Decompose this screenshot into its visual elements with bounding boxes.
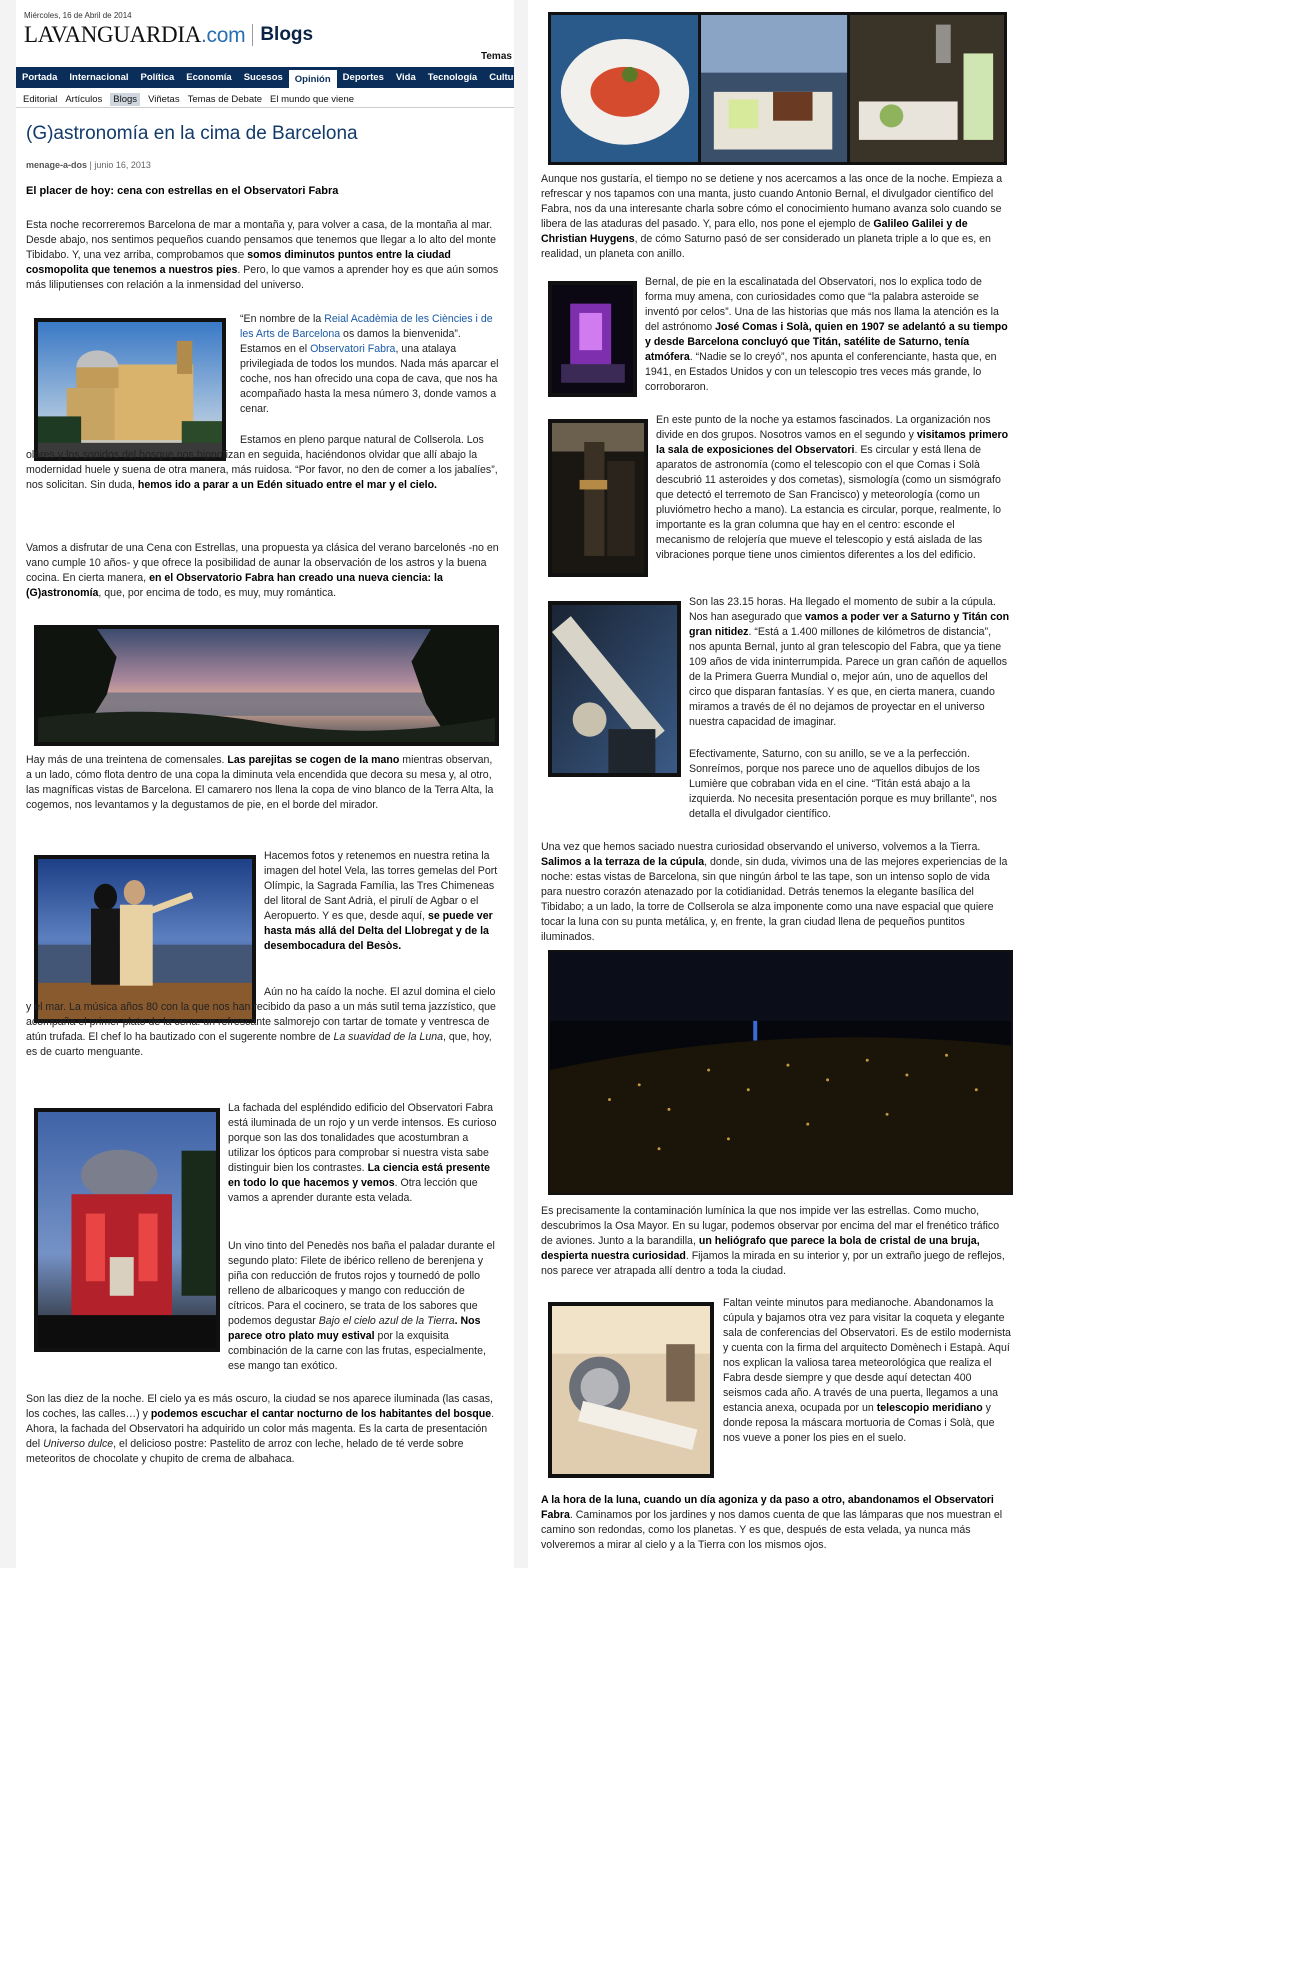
text-run: La fachada del espléndido edificio del Observatori Fabra está iluminada de un rojo y un verde intensos. Es curioso porque son las dos tonalidades que acostumbran a utilizar los ópticos para comprobar si nuestra vista sabe distinguir bien los contrastes. <box>228 1102 497 1174</box>
text-run: A la hora de la luna, cuando un día agoniza y da paso a otro, abandonamos el Observatori Fabra <box>541 1494 994 1521</box>
text-run: Es precisamente la contaminación lumínica la que nos impide ver las estrellas. Como mucho, descubrimos la Osa Mayor. En su lugar, podemos observar por encima del mar el frenético tráfico de aviones. Junto a la barandilla, <box>541 1205 1000 1247</box>
temas-link[interactable]: Temas <box>481 51 512 62</box>
nav-item-portada[interactable]: Portada <box>22 72 58 83</box>
nav-item-deportes[interactable]: Deportes <box>342 72 384 83</box>
link-observatori-fabra[interactable]: Observatori Fabra <box>310 343 396 355</box>
paragraph-fachada <box>228 1101 500 1206</box>
nav-item-cultura[interactable]: Cultu <box>489 72 514 83</box>
photo-dishes-triptych <box>548 12 1007 165</box>
nav-item-tecnologia[interactable]: Tecnología <box>427 72 478 83</box>
text-run: Vamos a disfrutar de una Cena con Estrellas, una propuesta ya clásica del verano barcelonés -no en vano cumple 10 años- y que ofrece la posibilidad de aunar la observación de los astros y la buena cocina. En cierta manera, <box>26 542 499 584</box>
text-run: Una vez que hemos saciado nuestra curiosidad observando el universo, volvemos a la Tierra. <box>541 841 981 853</box>
photo-barcelona-night <box>548 950 1013 1195</box>
text-run: Son las diez de la noche. El cielo ya es más oscuro, la ciudad se nos aparece iluminada (las casas, los coches, las calles…) y <box>26 1393 493 1420</box>
photo-red-facade <box>34 1108 220 1352</box>
text-run: La ciencia está presente en todo lo que hacemos y vemos <box>228 1162 491 1189</box>
paragraph-terraza <box>541 840 1011 945</box>
text-run: Galileo Galilei y de Christian Huygens <box>541 218 968 245</box>
photo-barcelona-panorama <box>34 625 499 746</box>
article-lead: El placer de hoy: cena con estrellas en el Observatori Fabra <box>26 185 339 197</box>
text-run: por la exquisita combinación de la carne con las frutas, especialmente, ese mango tan exótico. <box>228 1330 486 1372</box>
article-author[interactable]: menage-a-dos <box>26 160 88 170</box>
text-run: en el Observatorio Fabra han creado una nueva ciencia: la (G)astronomía <box>26 572 443 599</box>
text-run: . Es circular y está llena de aparatos de astronomía (como el telescopio con el que Comas i Solà descubrió 11 asteroides y dos cometas), sismología (como un sismógrafo que detectó el terremoto de San Francisco) y meteorología (como un pluviómetro hecho a mano). La estancia es circular, porque, realmente, lo importante es la gran columna que hay en el centro: esconde el mecanismo de relojería que mueve el telescopio y está aislada de las vibraciones porque tiene unos cimientos diferentes a los del edificio. <box>656 444 1002 561</box>
text-run: Aún no ha caído la noche. El azul domina el cielo y el mar. La música años 80 con la que nos han recibido da paso a un más sutil tema jazzístico, que acompaña el primer plato de la cena: un refrescante salmorejo con tartar de tomate y ventresca de atún trufada. El chef lo ha bautizado con el sugerente nombre de <box>26 986 496 1043</box>
paragraph-once-noche <box>541 172 1011 262</box>
text-run: . Otra lección que vamos a aprender durante esta velada. <box>228 1177 478 1204</box>
article-title: (G)astronomía en la cima de Barcelona <box>26 123 358 144</box>
subnav-item-articulos[interactable]: Artículos <box>65 94 103 105</box>
photo-meridian-telescope <box>548 1302 714 1478</box>
header-date: Miércoles, 16 de Abril de 2014 <box>24 11 132 20</box>
subnav-item-temas-debate[interactable]: Temas de Debate <box>187 94 263 105</box>
paragraph-welcome <box>240 312 502 417</box>
text-run: somos diminutos puntos entre la ciudad cosmopolita que tenemos a nuestros pies <box>26 249 451 276</box>
text-run: . Fijamos la mirada en su interior y, por un extraño juego de reflejos, nos parece ver atrapada allí dentro a toda la ciudad. <box>541 1250 1005 1277</box>
link-reial-academia[interactable]: Reial Acadèmia de les Ciències i de les Arts de Barcelona <box>240 313 493 340</box>
text-run: , el delicioso postre: Pastelito de arroz con leche, helado de té verde sobre meteoritos de chocolate y chupito de crema de albahaca. <box>26 1438 464 1465</box>
paragraph-fotos <box>264 849 500 954</box>
text-run: se puede ver hasta más allá del Delta del Llobregat y de la desembocadura del Besòs. <box>264 910 493 952</box>
text-run: mientras observan, a un lado, cómo flota dentro de una copa la diminuta vela encendida que decora su mesa y, al otro, las magníficas vistas de Barcelona. El camarero nos llena la copa de vino blanco de la Terra Alta, la cogemos, nos levantamos y la degustamos de pie, en el borde del mirador. <box>26 754 494 811</box>
text-run: Un vino tinto del Penedès nos baña el paladar durante el segundo plato: Filete de ibérico relleno de berenjena y piña con reducción de frutos rojos y tournedó de pollo relleno de albaricoques y mango con reducción de cítricos. Para el cocinero, se trata de los sabores que podemos degustar <box>228 1240 495 1327</box>
article-date: junio 16, 2013 <box>94 160 151 170</box>
photo-purple-stairs <box>548 281 637 397</box>
text-run: Hay más de una treintena de comensales. <box>26 754 228 766</box>
page-gutter-middle <box>514 0 528 1568</box>
paragraph-hora-luna <box>541 1493 1011 1553</box>
text-run: , donde, sin duda, vivimos una de las mejores experiencias de la noche: estas vistas de Barcelona, sin que ningún árbol te las tape, son un intenso soplo de vida para nuestro corazón atenazado por la cotidianidad. Detrás tenemos la elegante basílica del Tibidabo; a un lado, la torre de Collserola se alza imponente como una nave espacial que quiere tocar la luna con su punta metálica, y, en frente, la gran ciudad llena de pequeños puntitos iluminados. <box>541 856 1008 943</box>
text-run: , de cómo Saturno pasó de ser considerado un planeta triple a lo que es, en realidad, un planeta con anillo. <box>541 233 991 260</box>
text-run: Estamos en pleno parque natural de Collserola. Los olores y los sonidos del bosque nos hipnotizan en seguida, haciéndonos olvidar que allí abajo la modernidad huele y suena de otra manera, más ruidosa. “Por favor, no den de comer a los jabalíes”, nos solicitan. Sin duda, <box>26 434 498 491</box>
text-run: Faltan veinte minutos para medianoche. Abandonamos la cúpula y bajamos otra vez para visitar la coqueta y elegante sala de conferencias del Observatori. Es de estilo modernista y cuenta con la firma del arquitecto Domènech i Estapà. Aquí nos explican la valiosa tarea meteorológica que realiza el Fabra desde siempre y que desde aquí detectan 400 seismos cada año. A través de una puerta, llegamos a una estancia anexa, ocupada por un <box>723 1297 1011 1414</box>
text-run: Bajo el cielo azul de la Tierra <box>318 1315 455 1327</box>
text-run: , que, hoy, es de cuarto menguante. <box>26 1031 492 1058</box>
page-gutter-left <box>0 0 16 1568</box>
subnav-item-blogs[interactable]: Blogs <box>110 93 140 106</box>
paragraph-cena-estrellas <box>26 541 500 601</box>
nav-item-opinion[interactable]: Opinión <box>289 70 337 88</box>
text-run: Bernal, de pie en la escalinatada del Observatori, nos lo explica todo de forma muy amena, con curiosidades como que “la palabra asteroide se inventó por celos”. Una de las historias que más nos llama la atención es la del astrónomo <box>645 276 999 333</box>
paragraph-salmorejo <box>26 985 500 1060</box>
text-run: visitamos primero la sala de exposiciones del Observatori <box>656 429 1009 456</box>
text-run: Salimos a la terraza de la cúpula <box>541 856 705 868</box>
main-nav <box>16 67 514 88</box>
text-run: En este punto de la noche ya estamos fascinados. La organización nos divide en dos grupos. Nosotros vamos en el segundo y <box>656 414 991 441</box>
logo-domain: .com <box>201 24 246 47</box>
photo-exhibition-telescope <box>548 419 648 577</box>
nav-item-vida[interactable]: Vida <box>395 72 416 83</box>
text-run: . “Nadie se lo creyó”, nos apunta el conferenciante, hasta que, en 1941, en Estados Unidos y con un telescopio tres veces más grande, lo corroboraron. <box>645 351 997 393</box>
paragraph-exposiciones <box>656 413 1011 563</box>
text-run: . Nos parece otro plato muy estival <box>228 1315 481 1342</box>
text-run: y donde reposa la máscara mortuoria de Comas i Solà, que nos vueve a poner los pies en el suelo. <box>723 1402 995 1444</box>
paragraph-intro <box>26 218 500 293</box>
text-run: vamos a poder ver a Saturno y Titán con gran nitidez <box>689 611 1010 638</box>
text-run: . Caminamos por los jardines y nos damos cuenta de que las lámparas que nos muestran el camino son redondas, como los planetas. Y es que, después de esta velada, ya nunca más volveremos a mirar al cielo y a la Tierra con los mismos ojos. <box>541 1509 1003 1551</box>
paragraph-diez-noche <box>26 1392 500 1467</box>
subnav-item-editorial[interactable]: Editorial <box>23 94 58 105</box>
nav-item-politica[interactable]: Política <box>140 72 175 83</box>
subnav-item-mundo-que-viene[interactable]: El mundo que viene <box>270 94 355 105</box>
paragraph-efectivamente <box>689 747 1011 822</box>
text-run: Efectivamente, Saturno, con su anillo, se ve a la perfección. Sonreímos, porque nos parece uno de aquellos dibujos de los Lumière que cobraban vida en el cine. “Titán está abajo a la izquierda. No necesita presentación porque es muy brillante”, nos detalla el divulgador científico. <box>689 748 997 820</box>
text-run: Hacemos fotos y retenemos en nuestra retina la imagen del hotel Vela, las torres gemelas del Port Olímpic, la Sagrada Família, las Tres Chimeneas del litoral de Sant Adrià, el pirulí de Agbar o el Aeropuerto. Y es que, desde aquí, <box>264 850 498 922</box>
text-run: . Pero, lo que vamos a aprender hoy es que aún somos más liliputienses con relación a la inmensidad del universo. <box>26 264 499 291</box>
text-run: . “Está a 1.400 millones de kilómetros de distancia”, nos apunta Bernal, junto al gran telescopio del Fabra, que ya tiene 109 años de vida ininterrumpida. Parece un gran cañón de aquellos de la Primera Guerra Mundial o, mejor aún, uno de aquellos del circo que disparan fantasías. Y es que, en cierta manera, cuando miramos a través de él no dejamos de proyectar en el universo nuestra capacidad de imaginar. <box>689 626 1008 728</box>
photo-great-telescope <box>548 601 681 777</box>
text-run: La suavidad de la Luna <box>333 1031 443 1043</box>
article-meta: menage-a-dos | junio 16, 2013 <box>26 160 151 170</box>
nav-item-sucesos[interactable]: Sucesos <box>243 72 283 83</box>
text-run: Son las 23.15 horas. Ha llegado el momento de subir a la cúpula. Nos han asegurado que <box>689 596 996 623</box>
paragraph-contaminacion <box>541 1204 1011 1279</box>
site-header <box>24 22 313 48</box>
text-run: hemos ido a parar a un Edén situado entre el mar y el cielo. <box>137 479 437 491</box>
paragraph-bernal <box>645 275 1011 395</box>
text-run: Esta noche recorreremos Barcelona de mar a montaña y, para volver a casa, de la montaña al mar. Desde abajo, nos sentimos pequeños cuando pensamos que tenemos que llegar a lo alto del monte Tibidabo. Y, una vez arriba, comprobamos que <box>26 219 496 261</box>
text-run: Las parejitas se cogen de la mano <box>227 754 400 766</box>
text-run: . Ahora, la fachada del Observatori ha adquirido un color más magenta. Es la carta de presentación del <box>26 1408 495 1450</box>
text-run: telescopio meridiano <box>876 1402 983 1414</box>
text-run: José Comas i Solà, quien en 1907 se adelantó a su tiempo y desde Barcelona concluyó que Titán, satélite de Saturno, tenía atmófera <box>645 321 1008 363</box>
text-run: os damos la bienvenida”. Estamos en el <box>240 328 461 355</box>
text-run: “En nombre de la <box>240 313 325 325</box>
nav-item-internacional[interactable]: Internacional <box>69 72 129 83</box>
paragraph-saturno-titan <box>689 595 1011 730</box>
text-run: , una atalaya privilegiada de todos los mundos. Nada más aparcar el coche, nos han ofrecido una copa de cava, que nos ha acompañado hasta la mesa número 3, donde vamos a cenar. <box>240 343 499 415</box>
text-run: Universo dulce <box>43 1438 114 1450</box>
left-column <box>16 0 514 1568</box>
paragraph-medianoche <box>723 1296 1011 1446</box>
right-column <box>528 0 1023 1568</box>
text-run: un heliógrafo que parece la bola de cristal de una bruja, despierta nuestra curiosidad <box>541 1235 980 1262</box>
subnav-item-vinetas[interactable]: Viñetas <box>148 94 180 105</box>
nav-item-economia[interactable]: Economía <box>186 72 232 83</box>
sub-nav <box>16 92 514 108</box>
text-run: Aunque nos gustaría, el tiempo no se detiene y nos acercamos a las once de la noche. Empieza a refrescar y nos tapamos con una manta, justo cuando Antonio Bernal, el divulgador científico del Fabra, nos da una interesante charla sobre cómo el conocimiento humano avanza solo cuando se libera de las ataduras del pasado. Y, para ello, nos pone el ejemplo de <box>541 173 1003 230</box>
paragraph-collserola <box>26 433 500 493</box>
logo-text: LAVANGUARDIA <box>24 22 202 47</box>
text-run: , que, por encima de todo, es muy, muy romántica. <box>98 587 337 599</box>
paragraph-vino-tinto <box>228 1239 500 1374</box>
site-logo[interactable] <box>24 22 245 48</box>
blogs-section-title[interactable]: Blogs <box>252 24 313 46</box>
paragraph-parejitas <box>26 753 500 813</box>
text-run: podemos escuchar el cantar nocturno de los habitantes del bosque <box>150 1408 492 1420</box>
